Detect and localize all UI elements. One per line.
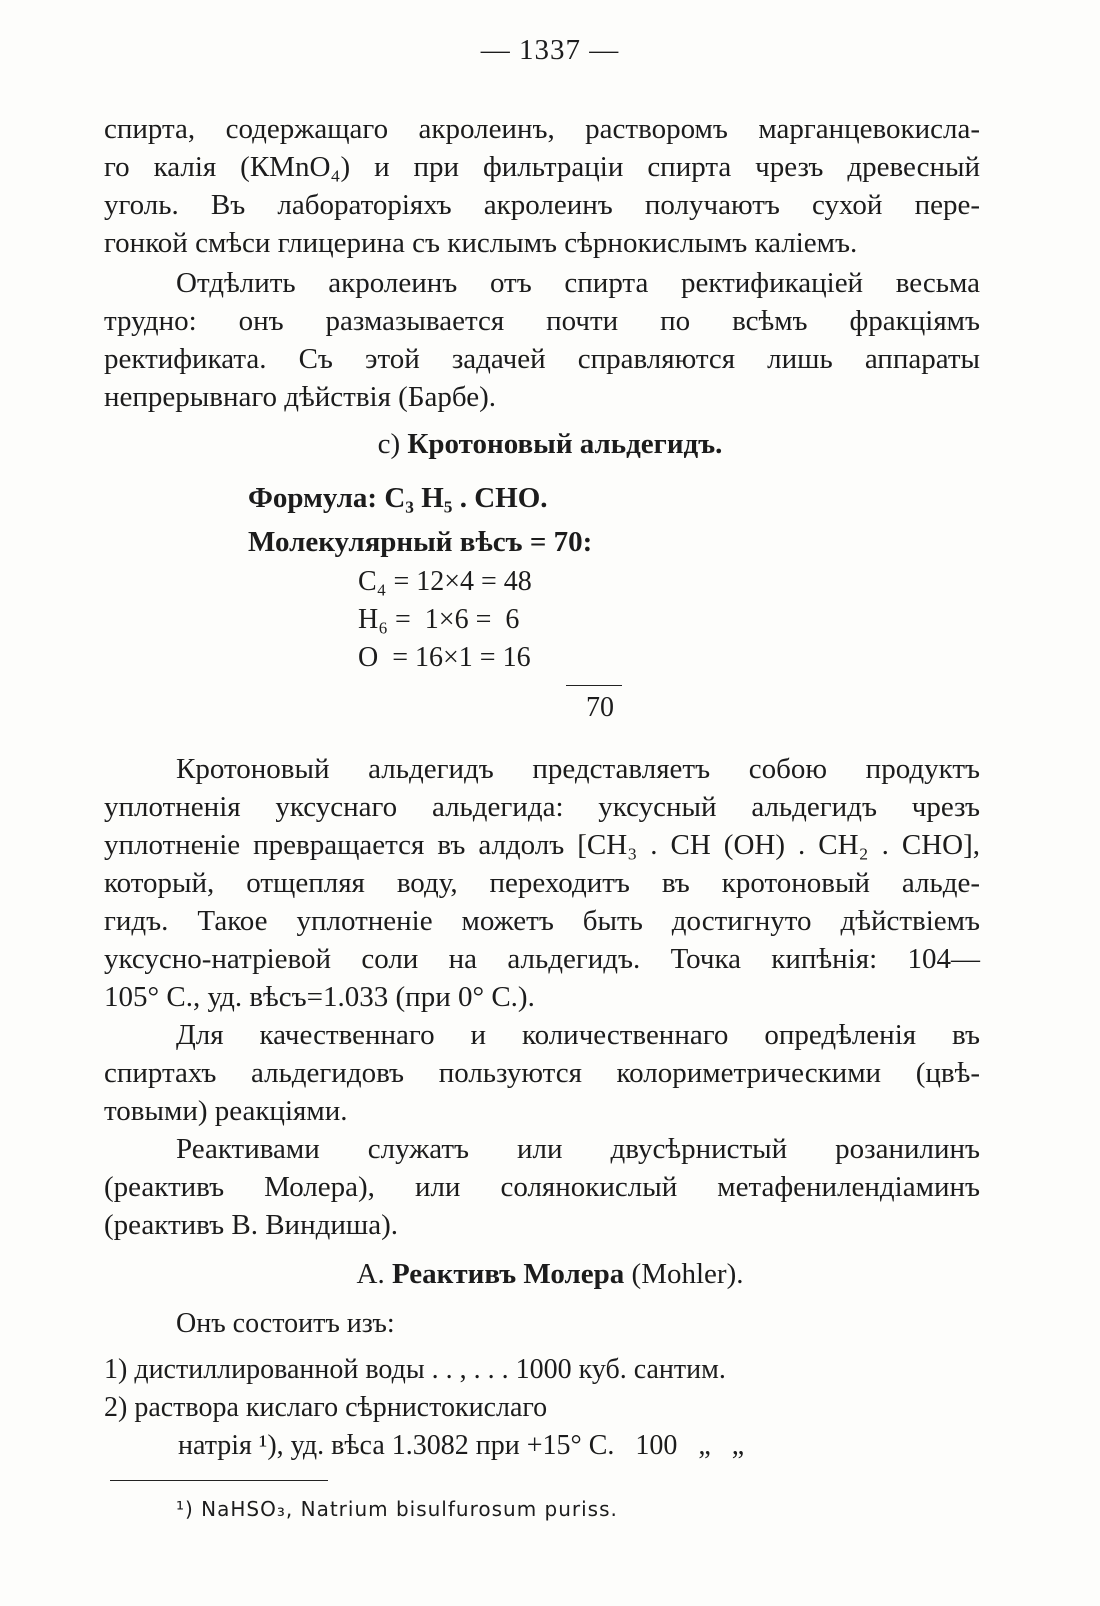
text-line: уксусно-натріевой соли на альдегидъ. Точка кипѣнія: 104— bbox=[104, 943, 980, 975]
text-line: Для качественнаго и количественнаго опредѣленія въ bbox=[176, 1019, 980, 1051]
text-line: уголь. Въ лабораторіяхъ акролеинъ получаютъ сухой пере- bbox=[104, 189, 980, 221]
item-text: дистиллированной воды . . , . . . 1000 куб. сантим. bbox=[134, 1354, 726, 1385]
text-line: спиртахъ альдегидовъ пользуются колориметрическими (цвѣ- bbox=[104, 1057, 980, 1089]
section-title: Кротоновый альдегидъ. bbox=[407, 428, 723, 460]
paragraph-reagents bbox=[104, 1130, 980, 1244]
consists-of: Онъ состоитъ изъ: bbox=[176, 1308, 395, 1339]
text-line: уплотненія уксуснаго альдегида: уксусный альдегидъ чрезъ bbox=[104, 791, 980, 823]
sum-rule bbox=[566, 685, 622, 686]
text-line: спирта, содержащаго акролеинъ, растворомъ марганцевокисла- bbox=[104, 113, 980, 145]
text-line: уплотненіе превращается въ алдолъ [CH₃ . CH (OH) . CH₂ . CHO], bbox=[104, 829, 980, 861]
paragraph-acrolein-removal bbox=[104, 110, 980, 262]
text-line: (реактивъ В. Виндиша). bbox=[104, 1209, 398, 1241]
calc-row-hydrogen: H₆ = 1×6 = 6 bbox=[358, 604, 520, 635]
text-line: Реактивами служатъ или двусѣрнистый розанилинъ bbox=[176, 1133, 980, 1165]
formula-line bbox=[248, 482, 548, 515]
section-heading-mohler-reagent bbox=[0, 1258, 1100, 1291]
section-heading-crotonaldehyde bbox=[0, 428, 1100, 461]
text-line: трудно: онъ размазывается почти по всѣмъ фракціямъ bbox=[104, 305, 980, 337]
section-prefix: A. bbox=[356, 1258, 385, 1290]
composition-item-2 bbox=[104, 1392, 547, 1424]
calc-total: 70 bbox=[586, 692, 614, 723]
formula-label: Формула: bbox=[248, 482, 378, 514]
text-line: который, отщепляя воду, переходитъ въ кротоновый альде- bbox=[104, 867, 980, 899]
text-line: гидъ. Такое уплотненіе можетъ быть достигнуто дѣйствіемъ bbox=[104, 905, 980, 937]
paragraph-rectification bbox=[104, 264, 980, 416]
text-line: непрерывнаго дѣйствія (Барбе). bbox=[104, 381, 497, 413]
formula-value: C₃ H₅ . CHO. bbox=[384, 482, 548, 514]
section-title: Реактивъ Молера bbox=[391, 1258, 625, 1290]
text-line: ректификата. Съ этой задачей справляются лишь аппараты bbox=[104, 343, 980, 375]
text-line: го калія (КМnO₄) и при фильтраціи спирта чрезъ древесный bbox=[104, 151, 980, 183]
section-prefix: c) bbox=[377, 428, 401, 460]
text-line: Кротоновый альдегидъ представляетъ собою продуктъ bbox=[176, 753, 980, 785]
composition-item-1 bbox=[104, 1354, 980, 1386]
footnote: ¹) NaHSO₃, Natrium bisulfurosum puriss. bbox=[176, 1497, 618, 1521]
composition-item-2-continued: натрія ¹), уд. вѣса 1.3082 при +15° C. 100 „ „ bbox=[178, 1430, 745, 1461]
footnote-rule bbox=[110, 1480, 328, 1481]
section-latin: (Mohler). bbox=[631, 1258, 744, 1290]
item-number: 2) bbox=[104, 1392, 128, 1423]
molweight-value: = 70: bbox=[529, 526, 593, 558]
molweight-label: Молекулярный вѣсъ bbox=[248, 526, 523, 558]
item-number: 1) bbox=[104, 1354, 128, 1385]
text-line: 105° C., уд. вѣсъ=1.033 (при 0° C.). bbox=[104, 981, 535, 1013]
text-line: гонкой смѣси глицерина съ кислымъ сѣрнокислымъ каліемъ. bbox=[104, 227, 858, 259]
calc-row-oxygen: O = 16×1 = 16 bbox=[358, 642, 531, 673]
page-number: — 1337 — bbox=[480, 34, 620, 66]
text-line: Отдѣлить акролеинъ отъ спирта ректификаціей весьма bbox=[176, 267, 980, 299]
calc-row-carbon: C₄ = 12×4 = 48 bbox=[358, 566, 532, 597]
molecular-weight-line bbox=[248, 526, 592, 559]
paragraph-colorimetric bbox=[104, 1016, 980, 1130]
text-line: (реактивъ Молера), или солянокислый метафенилендіаминъ bbox=[104, 1171, 980, 1203]
paragraph-crotonaldehyde bbox=[104, 750, 980, 1016]
item-text: раствора кислаго сѣрнистокислаго bbox=[134, 1392, 548, 1423]
text-line: товыми) реакціями. bbox=[104, 1095, 348, 1127]
